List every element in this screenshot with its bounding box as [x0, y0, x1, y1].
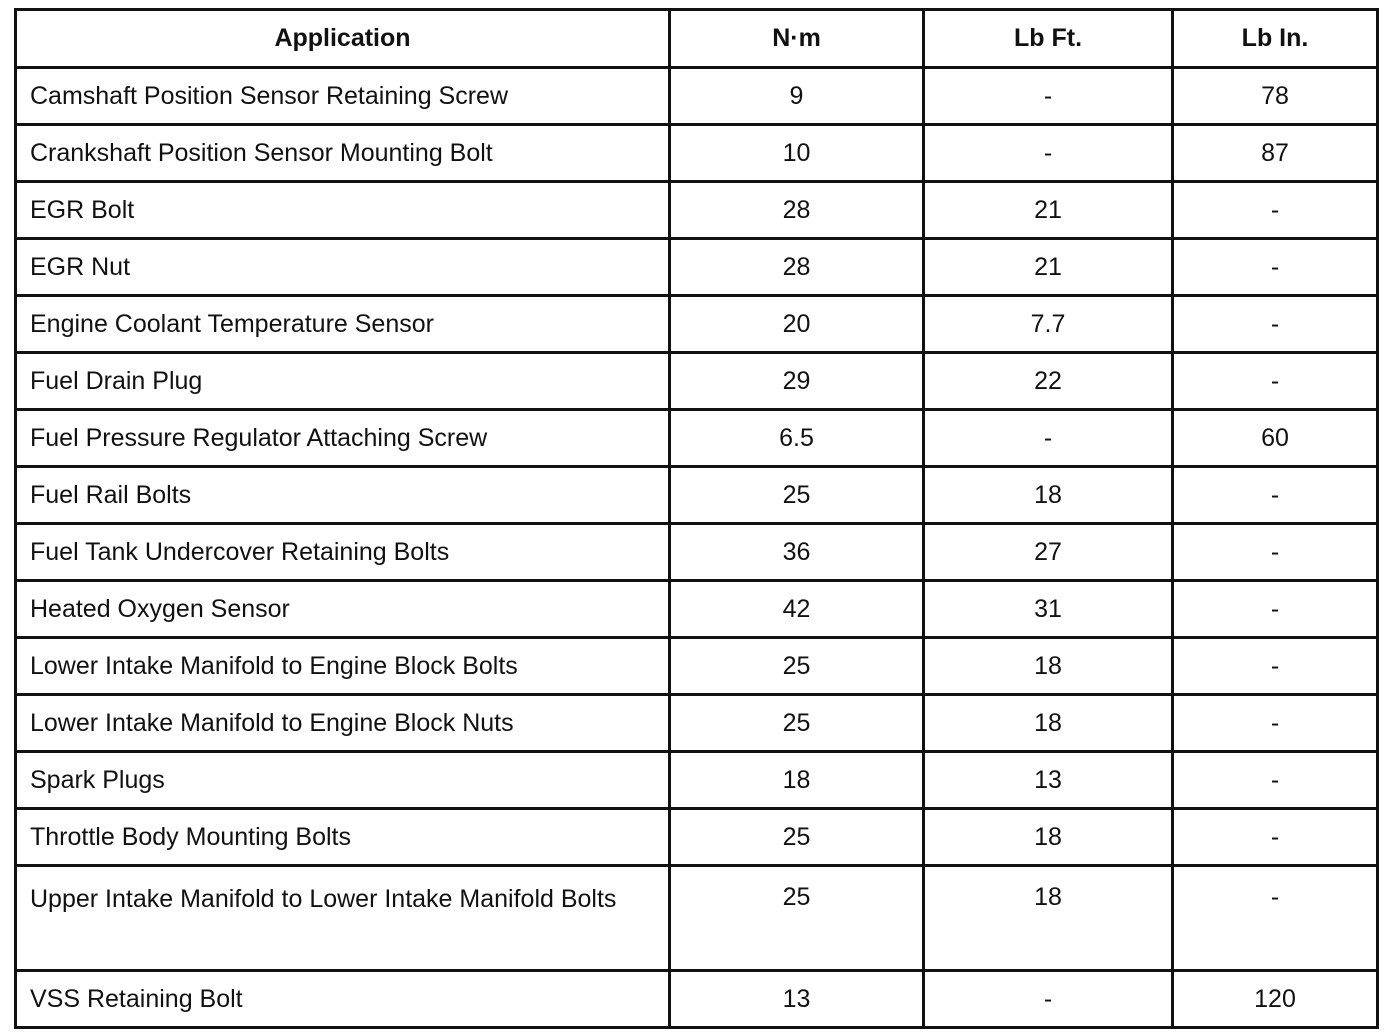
header-row: [16, 10, 1378, 68]
cell-application: Camshaft Position Sensor Retaining Screw: [16, 68, 670, 125]
cell-application: Fuel Pressure Regulator Attaching Screw: [16, 410, 670, 467]
table-body: [16, 68, 1378, 1028]
cell-lb-in: 87: [1173, 125, 1378, 182]
cell-lb-ft: -: [924, 125, 1173, 182]
cell-lb-ft: -: [924, 971, 1173, 1028]
cell-lb-ft: 13: [924, 752, 1173, 809]
cell-lb-ft: 31: [924, 581, 1173, 638]
cell-application: Crankshaft Position Sensor Mounting Bolt: [16, 125, 670, 182]
cell-lb-ft: 18: [924, 638, 1173, 695]
table-row: [16, 125, 1378, 182]
cell-nm: 25: [670, 695, 924, 752]
cell-lb-ft: 18: [924, 809, 1173, 866]
cell-nm: 28: [670, 182, 924, 239]
cell-lb-ft: -: [924, 68, 1173, 125]
cell-nm: 25: [670, 809, 924, 866]
cell-application: Lower Intake Manifold to Engine Block Nuts: [16, 695, 670, 752]
cell-application: EGR Bolt: [16, 182, 670, 239]
cell-lb-in: -: [1173, 239, 1378, 296]
header-lb-in: Lb In.: [1173, 10, 1378, 68]
cell-lb-in: -: [1173, 809, 1378, 866]
cell-nm: 20: [670, 296, 924, 353]
table-row: [16, 752, 1378, 809]
cell-nm: 28: [670, 239, 924, 296]
cell-lb-ft: 22: [924, 353, 1173, 410]
table-row: [16, 866, 1378, 971]
cell-nm: 18: [670, 752, 924, 809]
cell-lb-ft: 18: [924, 695, 1173, 752]
cell-application: Spark Plugs: [16, 752, 670, 809]
cell-lb-in: -: [1173, 182, 1378, 239]
table-row: [16, 971, 1378, 1028]
cell-lb-in: -: [1173, 866, 1378, 971]
cell-application: Throttle Body Mounting Bolts: [16, 809, 670, 866]
cell-application: Upper Intake Manifold to Lower Intake Manifold Bolts: [16, 866, 670, 971]
cell-nm: 10: [670, 125, 924, 182]
cell-application: Fuel Rail Bolts: [16, 467, 670, 524]
cell-lb-ft: 21: [924, 182, 1173, 239]
cell-nm: 25: [670, 467, 924, 524]
torque-specifications-table: [14, 8, 1379, 1029]
cell-lb-in: -: [1173, 638, 1378, 695]
cell-application: Fuel Tank Undercover Retaining Bolts: [16, 524, 670, 581]
cell-lb-ft: 27: [924, 524, 1173, 581]
table-row: [16, 239, 1378, 296]
cell-lb-in: -: [1173, 695, 1378, 752]
cell-nm: 25: [670, 866, 924, 971]
table-row: [16, 68, 1378, 125]
table-row: [16, 524, 1378, 581]
table-row: [16, 695, 1378, 752]
cell-lb-ft: 18: [924, 467, 1173, 524]
cell-nm: 9: [670, 68, 924, 125]
header-lb-ft: Lb Ft.: [924, 10, 1173, 68]
cell-nm: 42: [670, 581, 924, 638]
cell-lb-in: -: [1173, 581, 1378, 638]
cell-lb-in: -: [1173, 467, 1378, 524]
cell-nm: 36: [670, 524, 924, 581]
cell-lb-ft: 7.7: [924, 296, 1173, 353]
cell-lb-ft: 18: [924, 866, 1173, 971]
cell-nm: 13: [670, 971, 924, 1028]
cell-lb-in: -: [1173, 353, 1378, 410]
table-row: [16, 353, 1378, 410]
header-nm: N·m: [670, 10, 924, 68]
cell-lb-in: 120: [1173, 971, 1378, 1028]
cell-nm: 29: [670, 353, 924, 410]
table-row: [16, 296, 1378, 353]
table-header: [16, 10, 1378, 68]
cell-nm: 25: [670, 638, 924, 695]
cell-lb-in: -: [1173, 296, 1378, 353]
cell-application: Lower Intake Manifold to Engine Block Bolts: [16, 638, 670, 695]
cell-lb-in: -: [1173, 752, 1378, 809]
cell-lb-in: 60: [1173, 410, 1378, 467]
table-row: [16, 581, 1378, 638]
table-row: [16, 410, 1378, 467]
cell-application: Fuel Drain Plug: [16, 353, 670, 410]
header-application: Application: [16, 10, 670, 68]
cell-application: EGR Nut: [16, 239, 670, 296]
table-row: [16, 809, 1378, 866]
cell-application: Engine Coolant Temperature Sensor: [16, 296, 670, 353]
cell-application: VSS Retaining Bolt: [16, 971, 670, 1028]
cell-lb-ft: 21: [924, 239, 1173, 296]
cell-lb-in: -: [1173, 524, 1378, 581]
cell-lb-ft: -: [924, 410, 1173, 467]
cell-nm: 6.5: [670, 410, 924, 467]
table-row: [16, 182, 1378, 239]
table-row: [16, 638, 1378, 695]
cell-application: Heated Oxygen Sensor: [16, 581, 670, 638]
cell-lb-in: 78: [1173, 68, 1378, 125]
table-row: [16, 467, 1378, 524]
